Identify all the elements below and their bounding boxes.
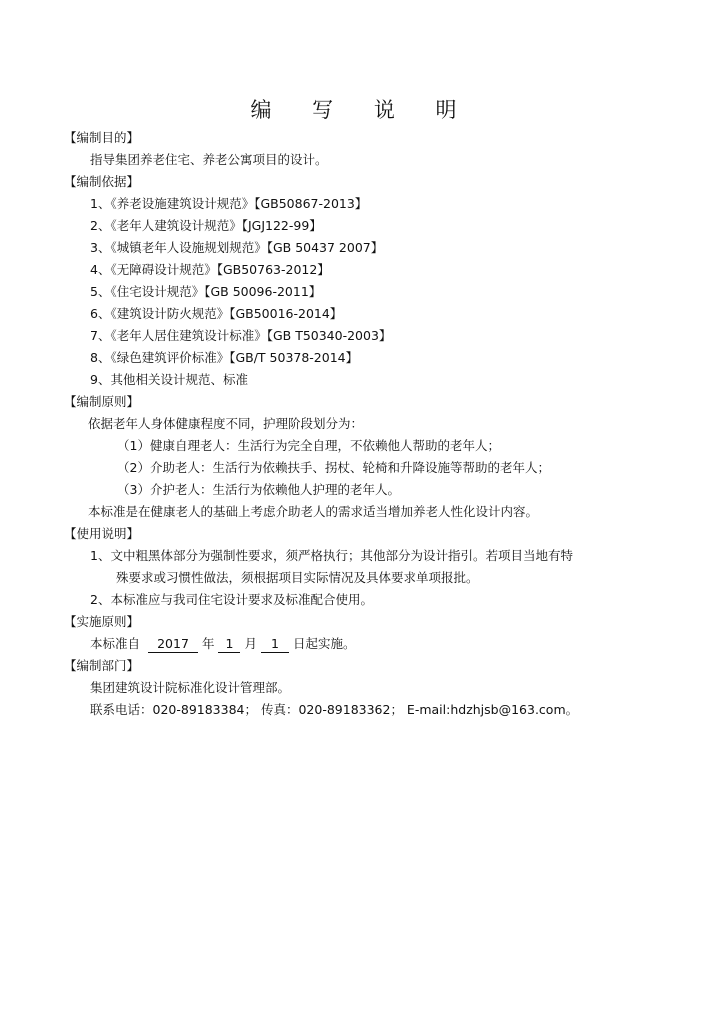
- basis-item: 4、《无障碍设计规范》【GB50763-2012】: [90, 262, 330, 277]
- department-contact: 联系电话：020-89183384； 传真：020-89183362； E-mail:hdzhjsb@163.com。: [90, 702, 579, 717]
- principles-item: （2）介助老人：生活行为依赖扶手、拐杖、轮椅和升降设施等帮助的老年人；: [117, 460, 550, 475]
- purpose-text: 指导集团养老住宅、养老公寓项目的设计。: [90, 152, 328, 167]
- document-title: 编 写 说 明: [250, 98, 474, 122]
- section-heading-usage: 【使用说明】: [64, 526, 140, 541]
- principles-item: （3）介护老人：生活行为依赖他人护理的老年人。: [117, 482, 400, 497]
- section-heading-principles: 【编制原则】: [64, 394, 140, 409]
- implementation-year-unit: 年: [201, 636, 215, 651]
- basis-item: 6、《建筑设计防火规范》【GB50016-2014】: [90, 306, 343, 321]
- implementation-month-unit: 月: [244, 636, 257, 651]
- implementation-prefix: 本标准自: [90, 636, 141, 651]
- section-heading-implementation: 【实施原则】: [64, 614, 140, 629]
- implementation-year: 2017: [148, 636, 198, 653]
- usage-item-1-line-1: 1、文中粗黑体部分为强制性要求，须严格执行；其他部分为设计指引。若项目当地有特: [90, 548, 573, 563]
- principles-intro: 依据老年人身体健康程度不同，护理阶段划分为：: [88, 416, 364, 431]
- implementation-day: 1: [261, 636, 289, 653]
- department-name: 集团建筑设计院标准化设计管理部。: [90, 680, 291, 695]
- usage-item-1-line-2: 殊要求或习惯性做法，须根据项目实际情况及具体要求单项报批。: [116, 570, 479, 585]
- implementation-suffix: 日起实施。: [292, 636, 356, 651]
- principles-item: （1）健康自理老人：生活行为完全自理，不依赖他人帮助的老年人；: [117, 438, 500, 453]
- implementation-line: [90, 635, 355, 653]
- implementation-month: 1: [218, 636, 240, 653]
- basis-item: 2、《老年人建筑设计规范》【JGJ122-99】: [90, 218, 322, 233]
- basis-item: 3、《城镇老年人设施规划规范》【GB 50437 2007】: [90, 240, 384, 255]
- basis-item: 7、《老年人居住建筑设计标准》【GB T50340-2003】: [90, 328, 392, 343]
- basis-item: 1、《养老设施建筑设计规范》【GB50867-2013】: [90, 196, 368, 211]
- section-heading-purpose: 【编制目的】: [64, 130, 140, 145]
- basis-item: 8、《绿色建筑评价标准》【GB/T 50378-2014】: [90, 350, 359, 365]
- section-heading-department: 【编制部门】: [64, 658, 140, 673]
- principles-summary: 本标准是在健康老人的基础上考虑介助老人的需求适当增加养老人性化设计内容。: [88, 504, 539, 519]
- basis-item: 9、其他相关设计规范、标准: [90, 372, 248, 387]
- basis-item: 5、《住宅设计规范》【GB 50096-2011】: [90, 284, 322, 299]
- section-heading-basis: 【编制依据】: [64, 174, 140, 189]
- usage-item-2: 2、本标准应与我司住宅设计要求及标准配合使用。: [90, 592, 373, 607]
